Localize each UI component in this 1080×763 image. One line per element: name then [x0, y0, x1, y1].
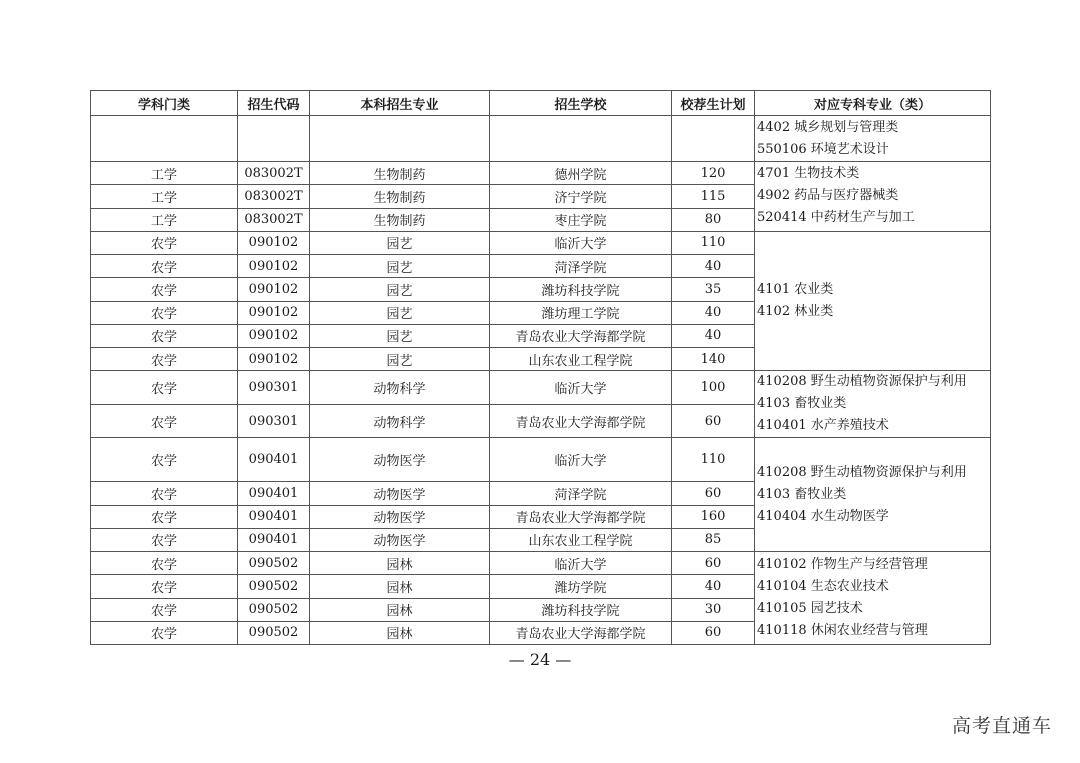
cell-category: 农学: [91, 621, 238, 644]
table-row: [91, 371, 991, 405]
cell-category: 农学: [91, 482, 238, 505]
cell-major: 园艺: [310, 324, 490, 347]
cell-category: 农学: [91, 278, 238, 301]
table-row: [91, 438, 991, 482]
cell-plan: 115: [672, 185, 755, 208]
cell-major: 园林: [310, 621, 490, 644]
cell-code: 083002T: [238, 162, 310, 185]
cell-category: 农学: [91, 575, 238, 598]
cell-plan: 60: [672, 482, 755, 505]
cell-school: 济宁学院: [490, 185, 672, 208]
cell-major: 园林: [310, 575, 490, 598]
corresponding-item: 4103 畜牧业类: [757, 486, 847, 502]
table-row: [91, 162, 991, 185]
cell-plan: 60: [672, 621, 755, 644]
cell-category: 工学: [91, 162, 238, 185]
cell-category: 工学: [91, 208, 238, 231]
cell-code: 090301: [238, 371, 310, 405]
cell-major: 生物制药: [310, 162, 490, 185]
corresponding-item: 410104 生态农业技术: [757, 579, 889, 594]
cell-code: 083002T: [238, 208, 310, 231]
header-corresponding: 对应专科专业（类）: [755, 91, 991, 116]
cell-school: 临沂大学: [490, 371, 672, 405]
cell-corresponding: [755, 162, 991, 232]
cell-major: 动物医学: [310, 438, 490, 482]
cell-major: [310, 116, 490, 162]
cell-major: 生物制药: [310, 208, 490, 231]
cell-category: 农学: [91, 404, 238, 438]
cell-major: 动物医学: [310, 482, 490, 505]
corresponding-item: 4402 城乡规划与管理类: [757, 119, 899, 135]
cell-corresponding: [755, 371, 991, 438]
cell-plan: 40: [672, 301, 755, 324]
corresponding-item: 4103 畜牧业类: [757, 396, 847, 412]
header-category: 学科门类: [91, 91, 238, 116]
cell-major: 生物制药: [310, 185, 490, 208]
corresponding-item: 4701 生物技术类: [757, 166, 860, 182]
cell-code: 090102: [238, 231, 310, 254]
cell-school: 德州学院: [490, 162, 672, 185]
cell-code: 083002T: [238, 185, 310, 208]
cell-category: 农学: [91, 301, 238, 324]
corresponding-item: 520414 中药材生产与加工: [757, 210, 915, 226]
cell-corresponding: [755, 552, 991, 645]
table-row: [91, 552, 991, 575]
cell-school: 潍坊科技学院: [490, 598, 672, 621]
cell-plan: 120: [672, 162, 755, 185]
cell-category: 农学: [91, 324, 238, 347]
corresponding-item: 410208 野生动植物资源保护与利用: [757, 464, 967, 480]
cell-code: 090102: [238, 301, 310, 324]
cell-code: 090401: [238, 528, 310, 551]
cell-school: 枣庄学院: [490, 208, 672, 231]
cell-code: 090401: [238, 505, 310, 528]
cell-school: 青岛农业大学海都学院: [490, 404, 672, 438]
cell-major: 园艺: [310, 278, 490, 301]
cell-school: 山东农业工程学院: [490, 348, 672, 371]
cell-school: 潍坊学院: [490, 575, 672, 598]
cell-major: 园艺: [310, 348, 490, 371]
cell-plan: 60: [672, 404, 755, 438]
table-row: [91, 231, 991, 254]
header-school: 招生学校: [490, 91, 672, 116]
cell-plan: 140: [672, 348, 755, 371]
cell-major: 动物科学: [310, 371, 490, 405]
cell-plan: 60: [672, 552, 755, 575]
cell-plan: 30: [672, 598, 755, 621]
watermark: 高考直通车: [951, 715, 1052, 737]
cell-plan: 40: [672, 575, 755, 598]
cell-category: 农学: [91, 598, 238, 621]
cell-code: 090301: [238, 404, 310, 438]
cell-category: 农学: [91, 528, 238, 551]
cell-plan: 160: [672, 505, 755, 528]
cell-school: 临沂大学: [490, 231, 672, 254]
cell-category: 农学: [91, 371, 238, 405]
table-body: [91, 116, 991, 645]
cell-school: 青岛农业大学海都学院: [490, 324, 672, 347]
cell-major: 园艺: [310, 231, 490, 254]
cell-plan: 40: [672, 255, 755, 278]
cell-plan: 110: [672, 231, 755, 254]
cell-category: 农学: [91, 255, 238, 278]
corresponding-item: 410208 野生动植物资源保护与利用: [757, 374, 967, 390]
cell-plan: 100: [672, 371, 755, 405]
cell-school: 临沂大学: [490, 438, 672, 482]
header-major: 本科招生专业: [310, 91, 490, 116]
cell-major: 园艺: [310, 301, 490, 324]
cell-code: 090102: [238, 278, 310, 301]
page-number: — 24 —: [508, 650, 572, 669]
cell-school: 潍坊科技学院: [490, 278, 672, 301]
cell-major: 园林: [310, 552, 490, 575]
cell-plan: [672, 116, 755, 162]
cell-category: 农学: [91, 505, 238, 528]
cell-plan: 110: [672, 438, 755, 482]
cell-school: 青岛农业大学海都学院: [490, 505, 672, 528]
cell-plan: 85: [672, 528, 755, 551]
header-plan: 校荐生计划: [672, 91, 755, 116]
cell-corresponding: [755, 438, 991, 552]
cell-category: 农学: [91, 348, 238, 371]
cell-school: 青岛农业大学海都学院: [490, 621, 672, 644]
cell-code: 090502: [238, 621, 310, 644]
cell-code: 090401: [238, 482, 310, 505]
cell-code: 090502: [238, 552, 310, 575]
cell-school: 临沂大学: [490, 552, 672, 575]
cell-corresponding: [755, 116, 991, 162]
cell-plan: 80: [672, 208, 755, 231]
cell-school: 潍坊理工学院: [490, 301, 672, 324]
table-header-row: [91, 91, 991, 116]
cell-code: 090502: [238, 598, 310, 621]
cell-major: 园林: [310, 598, 490, 621]
cell-plan: 40: [672, 324, 755, 347]
cell-major: 园艺: [310, 255, 490, 278]
cell-code: 090401: [238, 438, 310, 482]
corresponding-item: 410118 休闲农业经营与管理: [757, 623, 928, 638]
corresponding-item: 4902 药品与医疗器械类: [757, 188, 899, 204]
cell-school: [490, 116, 672, 162]
corresponding-item: 4102 林业类: [757, 304, 834, 319]
cell-category: [91, 116, 238, 162]
cell-code: [238, 116, 310, 162]
cell-category: 农学: [91, 552, 238, 575]
cell-category: 农学: [91, 231, 238, 254]
cell-major: 动物科学: [310, 404, 490, 438]
cell-corresponding: [755, 231, 991, 371]
header-code: 招生代码: [238, 91, 310, 116]
cell-code: 090102: [238, 348, 310, 371]
cell-major: 动物医学: [310, 528, 490, 551]
major-table: [90, 90, 991, 645]
corresponding-item: 4101 农业类: [757, 282, 834, 297]
corresponding-item: 410404 水生动物医学: [757, 508, 889, 524]
corresponding-item: 410105 园艺技术: [757, 601, 863, 616]
corresponding-item: 410401 水产养殖技术: [757, 418, 889, 434]
cell-category: 农学: [91, 438, 238, 482]
corresponding-item: 410102 作物生产与经营管理: [757, 557, 928, 572]
cell-major: 动物医学: [310, 505, 490, 528]
table-row: [91, 116, 991, 162]
cell-school: 山东农业工程学院: [490, 528, 672, 551]
cell-category: 工学: [91, 185, 238, 208]
cell-school: 菏泽学院: [490, 482, 672, 505]
cell-school: 菏泽学院: [490, 255, 672, 278]
cell-code: 090102: [238, 324, 310, 347]
cell-code: 090502: [238, 575, 310, 598]
corresponding-item: 550106 环境艺术设计: [757, 141, 889, 157]
cell-code: 090102: [238, 255, 310, 278]
cell-plan: 35: [672, 278, 755, 301]
